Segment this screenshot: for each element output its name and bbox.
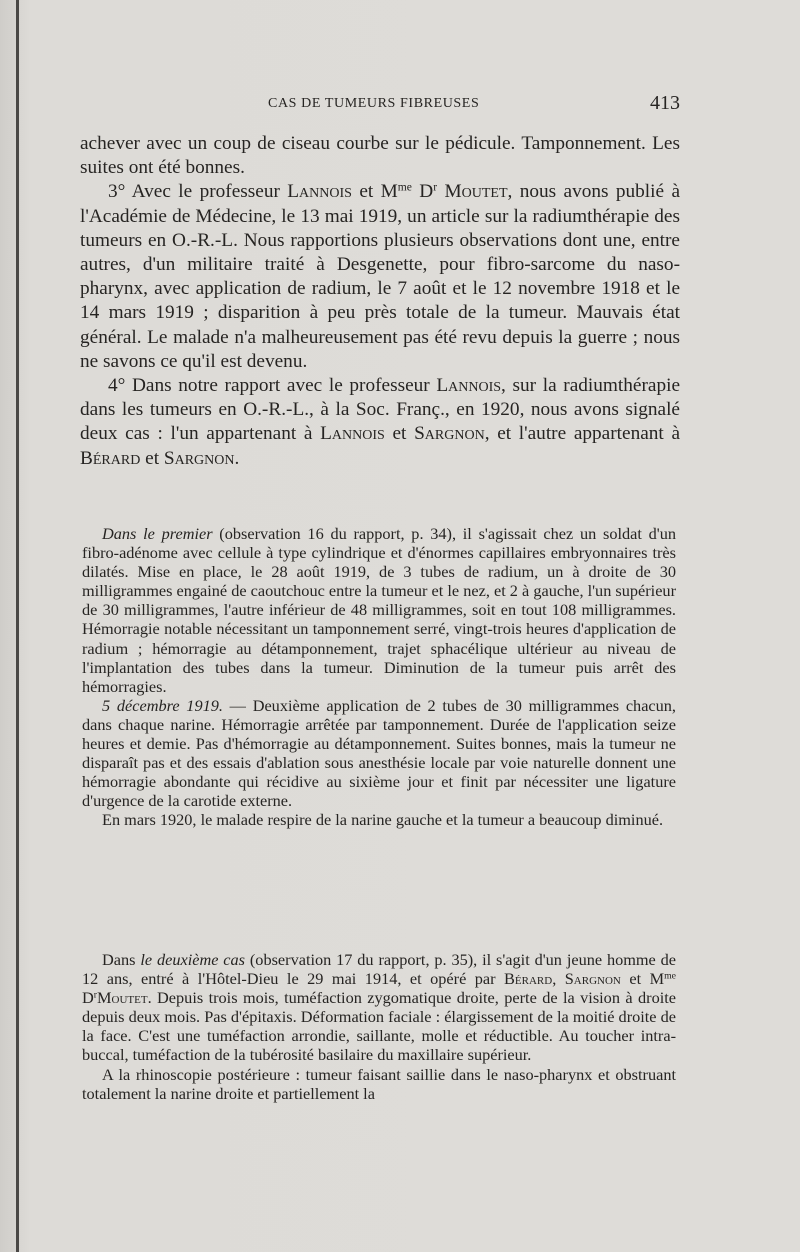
text-span: et (140, 447, 164, 469)
page-number: 413 (650, 92, 680, 114)
text-span: (observation 17 du rapport, p. 35), il s'agit d'un jeune homme de 12 ans, entré à l'Hôtel-Dieu le 29 mai 1914, et opéré par (82, 950, 677, 989)
main-text (80, 132, 680, 471)
superscript: me (397, 181, 412, 195)
text-span: . (234, 447, 240, 469)
observation-2-paragraph-1 (82, 950, 676, 1065)
author-name: Moutet (97, 988, 148, 1008)
superscript: r (433, 181, 438, 195)
observation-2 (82, 950, 676, 1103)
italic-span: 5 décembre 1919. (102, 695, 223, 715)
italic-span: le deuxième cas (140, 950, 246, 969)
running-title: CAS DE TUMEURS FIBREUSES (268, 96, 480, 111)
author-name: Moutet (444, 181, 508, 203)
text-span: D (82, 988, 94, 1008)
observation-1 (82, 524, 676, 830)
author-name: Lannois (320, 423, 385, 445)
text-span: Dans (102, 950, 141, 969)
running-header (80, 92, 680, 118)
item-number: 4° (108, 375, 126, 397)
author-name: Bérard (504, 969, 553, 989)
text-span: , et l'autre appartenant à (484, 423, 680, 445)
observation-1-paragraph-2 (82, 696, 676, 811)
item-number: 3° (108, 181, 126, 203)
text-span: (observation 16 du rapport, p. 34), il s'agissait chez un soldat d'un fibro-adénome avec cellule à type cylindrique et d'énormes capillaires embryonnaires très dilatés. Mise en place, le 28 août 1919, de 3 tubes de radium, un à droite de 30 milligrammes engainé de caoutchouc entre la tumeur et le nez, et 2 à gauche, l'un supérieur de 30 milligrammes, l'autre inférieur de 48 milligrammes, soit en tout 108 milligrammes. Hémorragie notable nécessitant un tamponnement serré, vingt-trois heures d'application de radium ; hémorragie au détamponnement, trajet sphacélique ultérieur au niveau de l'implantation des tubes dans la tumeur. Diminution de la tumeur puis arrêt des hémorragies. (82, 524, 676, 696)
observation-1-paragraph-1 (82, 524, 676, 696)
author-name: Lannois (287, 181, 352, 203)
observation-1-paragraph-3: En mars 1920, le malade respire de la narine gauche et la tumeur a beaucoup diminué. (102, 810, 664, 830)
main-paragraph-2 (80, 180, 680, 374)
italic-span: Dans le premier (102, 524, 213, 543)
text-span: Dans notre rapport avec le professeur (125, 375, 437, 397)
page-binding-edge (16, 0, 19, 1252)
text-span: , sur la radiumthérapie dans les tumeurs en O.-R.-L., à la Soc. Franç., en 1920, nous avons signalé deux cas : l'un appartenant à (80, 375, 681, 445)
author-name: Bérard (80, 447, 141, 469)
superscript: me (664, 970, 676, 982)
author-name: Sargnon (564, 969, 621, 989)
author-name: Sargnon (163, 447, 235, 469)
superscript: r (93, 989, 98, 1001)
text-span: . Depuis trois mois, tuméfaction zygomatique droite, perte de la vision à droite depuis deux mois. Pas d'épitaxis. Déformation faciale : élargissement de la moitié droite de la face. C'est une tuméfaction arrondie, saillante, molle et réductible. Au toucher intra-buccal, tuméfaction de la tubérosité basilaire du maxillaire supérieur. (82, 988, 676, 1065)
text-span: et (384, 423, 415, 445)
text-span: Avec le professeur (125, 181, 288, 203)
text-span: — Deuxième application de 2 tubes de 30 milligrammes chacun, dans chaque narine. Hémorragie arrêtée par tamponnement. Durée de l'application seize heures et demie. Pas d'hémorragie au détamponnement. Suites bonnes, mais la tumeur ne disparaît pas et des essais d'ablation sous anesthésie locale par voie naturelle donnent une hémorragie abondante qui récidive au sixième jour et finit par nécessiter une ligature d'urgence de la carotide externe. (82, 695, 677, 811)
text-span: , nous avons publié à l'Académie de Médecine, le 13 mai 1919, un article sur la radiumthérapie des tumeurs en O.-R.-L. Nous rapportions plusieurs observations dont une, entre autres, d'un militaire traité à Desgenette, pour fibro-sarcome du naso-pharynx, avec application de radium, le 7 août et le 12 novembre 1918 et le 14 mars 1919 ; disparition à peu près totale de la tumeur. Mauvais état général. Le malade n'a malheureusement pas été revu depuis la guerre ; nous ne savons ce qu'il est devenu. (80, 181, 681, 372)
text-span: et M (620, 969, 665, 989)
text-span: et M (351, 181, 398, 203)
main-paragraph-3 (80, 374, 680, 471)
text-span: , (552, 969, 565, 989)
text-span: D (411, 181, 434, 203)
main-paragraph-1: achever avec un coup de ciseau courbe sur le pédicule. Tamponnement. Les suites ont été bonnes. (80, 133, 680, 179)
author-name: Sargnon (414, 423, 485, 445)
observation-2-paragraph-2: A la rhinoscopie postérieure : tumeur faisant saillie dans le naso-pharynx et obstruant totalement la narine droite et partiellement la (82, 1064, 676, 1103)
author-name: Lannois (436, 375, 502, 397)
